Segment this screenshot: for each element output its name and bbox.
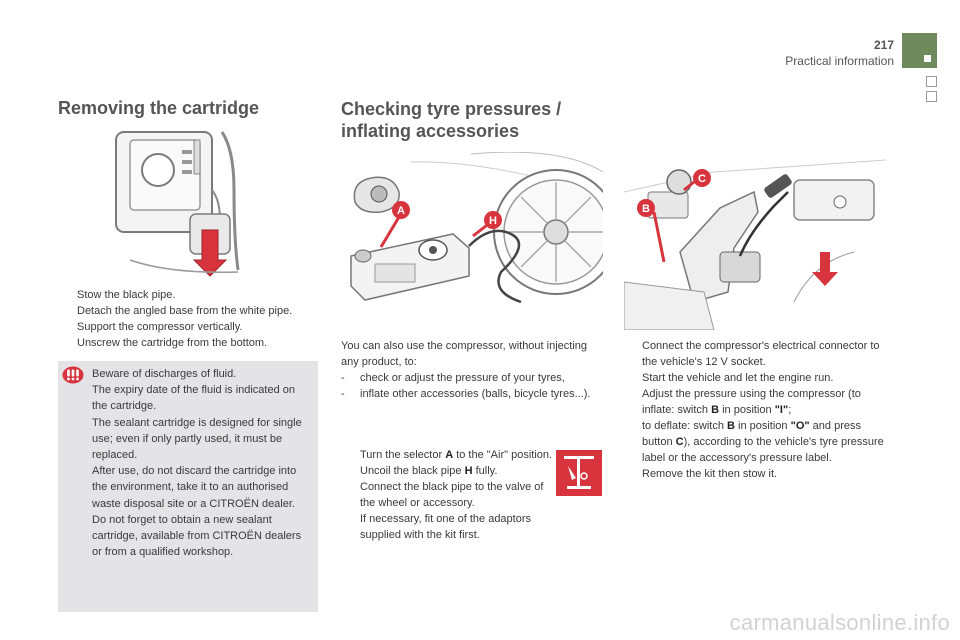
- removing-cartridge-heading: Removing the cartridge: [58, 98, 260, 118]
- list-item: Adjust the pressure using the compressor (to inflate: switch B in position "I"; to deflate: switch B in position "O" and press button C), according to the vehicle's tyre pressure label or the accessory's pressure label.: [642, 388, 884, 464]
- compressor-intro: [341, 338, 601, 402]
- list-item: Detach the angled base from the white pipe.: [77, 305, 293, 317]
- callout-b: B: [642, 203, 650, 215]
- watermark: carmanualsonline.info: [729, 610, 950, 635]
- tab-marker-icon: [924, 55, 931, 62]
- list-item: Turn the selector A to the "Air" position.: [360, 449, 553, 461]
- callout-h: H: [489, 215, 497, 227]
- warning-text: [92, 366, 308, 560]
- cartridge-illustration: [110, 130, 250, 280]
- inflation-steps-list: [341, 447, 561, 543]
- warning-icon: [62, 366, 84, 384]
- chapter-tab[interactable]: [926, 91, 937, 102]
- chapter-tab-active[interactable]: [902, 33, 937, 68]
- list-item: Start the vehicle and let the engine run.: [642, 372, 834, 384]
- warning-line: Beware of discharges of fluid.: [92, 368, 237, 380]
- warning-line: After use, do not discard the cartridge into the environment, take it to an authorised waste disposal site or a CITROËN dealer.: [92, 465, 297, 510]
- list-item: Support the compressor vertically.: [77, 321, 243, 333]
- uses-list: [341, 370, 601, 402]
- warning-line: The expiry date of the fluid is indicated on the cartridge.: [92, 384, 296, 413]
- warning-line: The sealant cartridge is designed for single use; even if only partly used, it must be replaced.: [92, 416, 302, 462]
- warning-line: Do not forget to obtain a new sealant cartridge, available from CITROËN dealers or from a qualified workshop.: [92, 513, 302, 559]
- checking-pressures-heading: [341, 98, 621, 142]
- intro-text: You can also use the compressor, without injecting any product, to:: [341, 340, 588, 368]
- chapter-tab[interactable]: [926, 76, 937, 87]
- list-item: Uncoil the black pipe H fully.: [360, 465, 498, 477]
- list-item: Connect the compressor's electrical connector to the vehicle's 12 V socket.: [642, 340, 880, 368]
- compressor-wheel-illustration: [341, 152, 603, 324]
- list-item: - check or adjust the pressure of your tyres,: [341, 372, 565, 384]
- heading-line-1: Checking tyre pressures /: [341, 99, 562, 119]
- heading-line-2: inflating accessories: [341, 121, 520, 141]
- callout-a: A: [397, 205, 405, 217]
- removal-steps-list: [58, 287, 328, 351]
- list-item: Remove the kit then stow it.: [642, 468, 778, 480]
- dashboard-socket-illustration: [624, 152, 886, 330]
- list-item: Connect the black pipe to the valve of the wheel or accessory. If necessary, fit one of the adaptors supplied with the kit first.: [360, 481, 544, 541]
- page-number: 217: [873, 38, 894, 52]
- section-name: Practical information: [785, 54, 894, 68]
- list-item: Unscrew the cartridge from the bottom.: [77, 337, 268, 349]
- callout-c: C: [698, 173, 706, 185]
- list-item: Stow the black pipe.: [77, 289, 176, 301]
- repair-kit-icon: [556, 450, 602, 496]
- list-item: - inflate other accessories (balls, bicycle tyres...).: [341, 388, 591, 400]
- compressor-steps-list: [623, 338, 888, 482]
